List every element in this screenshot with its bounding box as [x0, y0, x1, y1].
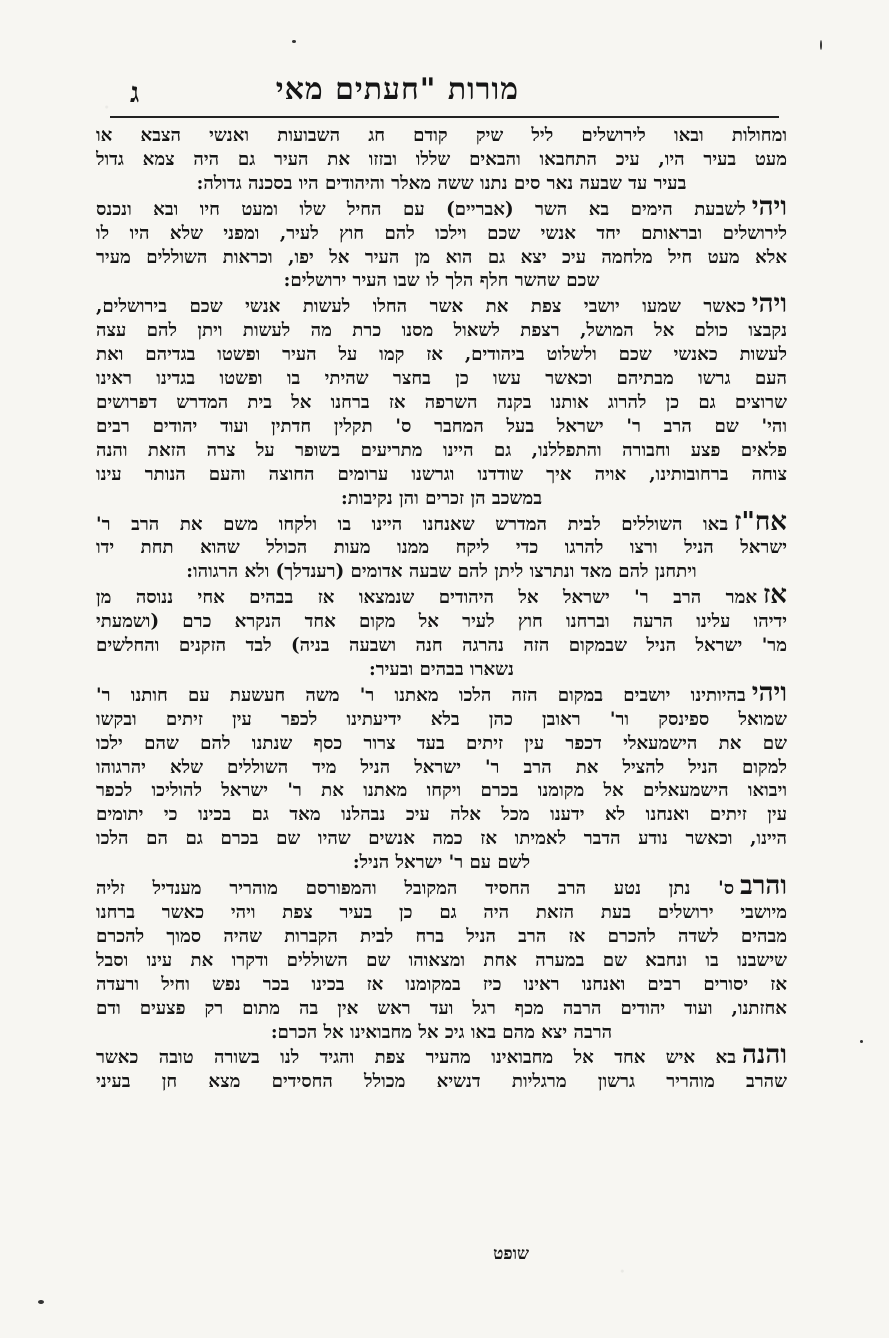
text-line: [96, 584, 787, 610]
header-rule: [110, 116, 779, 118]
running-title: מורות "חעתים מאי: [275, 72, 519, 107]
text-line: [96, 658, 787, 682]
line-text: מעט בעיר היו, עיכ התחבאו והבאים שללו ובזזו את העיר גם היה צמא גדול: [96, 148, 787, 170]
text-line: [96, 925, 787, 949]
paragraph-lead-word: ויהי: [751, 681, 787, 708]
paragraph-lead-word: ויהי: [751, 195, 787, 222]
line-text: בא איש אחד אל מחבואינו מהעיר צפת והגיד לנו בשורה טובה כאשר: [96, 1047, 736, 1069]
paragraph-lead-word: והרב: [740, 875, 787, 901]
text-line: [96, 196, 787, 222]
line-text: במשכב הן זכרים והן נקיבות:: [341, 487, 542, 509]
text-line: [96, 875, 787, 901]
text-line: [96, 779, 787, 803]
line-text: לעשות כאנשי שכם ולשלוט ביהודים, אז קמו על העיר ופשטו בגדיהם ואת: [96, 344, 787, 366]
paragraph-lead-word: אז: [763, 584, 787, 611]
text-line: [96, 148, 787, 172]
line-text: מיושבי ירושלים בעת הזאת היה גם כן בעיר צפת ויהי כאשר ברחנו: [96, 902, 787, 923]
text-line: [96, 511, 787, 537]
text-line: [96, 536, 787, 560]
text-line: [96, 560, 787, 584]
line-text: לירושלים ובראותם יחד אנשי שכם וילכו להם חוץ לעיר, ומפני שלא היו לו: [96, 222, 787, 244]
line-text: עין זיתים ואנחנו לא ידענו מכל אלה עיכ נבהלנו מאד גם בכינו כי יתומים: [96, 804, 787, 826]
line-text: והי' שם הרב ר' ישראל בעל המחבר ס' תקלין חדתין ועוד יהודים רבים: [96, 415, 787, 437]
line-text: למקום הניל להציל את הרב ר' ישראל הניל מיד השוללים שלא יהרגוהו: [96, 756, 787, 778]
line-text: שהרב מוהריר גרשון מרגליות דנשיא מכולל החסידים מצא חן בעיני: [96, 1071, 787, 1093]
line-text: ויתחנן להם מאד ונתרצו ליתן להם שבעה אדומים (רענדלך) ולא הרגוהו:: [186, 561, 697, 583]
page-header: [70, 72, 819, 116]
paragraph-lead-word: ויהי: [751, 293, 787, 320]
text-line: [96, 997, 787, 1021]
line-text: ומחולות ובאו לירושלים ליל שיק קודם חג השבועות ואנשי הצבא או: [96, 125, 787, 146]
catchword: שופט: [493, 1244, 529, 1264]
text-line: [96, 610, 787, 634]
line-text: בהיותינו יושבים במקום הזה הלכו מאתנו ר' משה חעשעת עם חותנו ר': [96, 684, 746, 706]
text-line: [96, 1070, 787, 1094]
line-text: שרוצים גם כן להרוג אותנו בקנה השרפה אז ברחנו אל בית המדרש דפרושים: [96, 391, 787, 413]
line-text: מר' ישראל הניל שבמקום הזה נהרגה חנה ושבעה בניה) לבד הזקנים והחלשים: [96, 635, 787, 657]
text-line: [96, 246, 787, 270]
scan-speck: [292, 40, 296, 43]
line-text: צוחה ברחובותינו, אויה איך שודדנו וגרשנו ערומים החוצה והעם הנותר עינו: [96, 463, 787, 485]
scan-speck: [820, 40, 822, 50]
text-line: [96, 415, 787, 439]
scan-speck: [38, 1300, 44, 1304]
line-text: שמואל ספינסק ור' ראובן כהן בלא ידיעתינו לכפר עין זיתים ובקשו: [96, 708, 787, 730]
text-line: [96, 803, 787, 827]
line-text: אלא מעט חיל מלחמה עיכ יצא גם הוא מן העיר אל יפו, וכראות השוללים מעיר: [96, 246, 787, 268]
text-line: [96, 634, 787, 658]
line-text: אחזתנו, ועוד יהודים הרבה מכף רגל ועד ראש אין בה מתום רק פצעים ודם: [96, 997, 787, 1019]
text-line: [96, 391, 787, 415]
line-text: ישראל הניל ורצו להרגו כדי ליקח ממנו מעות הכולל שהוא תחת ידו: [96, 537, 787, 559]
text-line: [96, 293, 787, 319]
line-text: לשם עם ר' ישראל הניל:: [352, 852, 531, 874]
text-line: [96, 439, 787, 463]
text-line: [96, 1021, 787, 1045]
text-line: [96, 343, 787, 367]
line-text: לשבעת הימים בא השר (אבריים) עם החיל שלו ומעט חיו ובא ונכנס: [96, 198, 746, 220]
text-line: [96, 708, 787, 732]
text-line: [96, 463, 787, 487]
text-line: [96, 124, 787, 148]
line-text: כאשר שמעו יושבי צפת את אשר החלו לעשות אנשי שכם בירושלים,: [96, 296, 746, 318]
line-text: שם את הישמעאלי דכפר עין זיתים בעד צרור כסף שנתנו להם שהם ילכו: [96, 732, 787, 754]
text-line: [96, 949, 787, 973]
line-text: ס' נתן נטע הרב החסיד המקובל והמפורסם מוהריר מענדיל זליה: [96, 878, 735, 900]
text-line: [96, 973, 787, 997]
text-line: [96, 1044, 787, 1070]
body-text: [96, 124, 787, 1094]
line-text: ידיהו עלינו הרעה וברחנו חוץ לעיר אל מקום אחד הנקרא כרם (ושמעתי: [96, 611, 787, 633]
paragraph-lead-word: אח"ז: [734, 510, 787, 537]
text-line: [96, 487, 787, 511]
line-text: שישבנו בו ונחבא שם במערה אחת ומצאוהו שם השוללים ודקרו את עינו וסבל: [96, 949, 787, 971]
text-line: [96, 172, 787, 196]
text-line: [96, 827, 787, 851]
line-text: נשארו בבהים ובעיר:: [369, 658, 514, 680]
line-text: באו השוללים לבית המדרש שאנחנו היינו בו ולקחו משם את הרב ר': [96, 513, 729, 535]
line-text: היינו, וכאשר נודע הדבר לאמיתו אז כמה אנשים שהיו שם בכרם גם הם הלכו: [96, 828, 787, 850]
text-line: [96, 682, 787, 708]
line-text: בעיר עד שבעה נאר סים נתנו ששה מאלר והיהודים היו בסכנה גדולה:: [196, 172, 687, 194]
line-text: אמר הרב ר' ישראל אל היהודים שנמצאו אז בבהים אחי ננוסה מן: [96, 587, 758, 609]
line-text: שכם שהשר חלף הלך לו שבו העיר ירושלים:: [283, 270, 600, 292]
text-line: [96, 732, 787, 756]
text-line: [96, 901, 787, 925]
text-line: [96, 222, 787, 246]
text-line: [96, 367, 787, 391]
line-text: מבהים לשדה להכרם אז הרב הניל ברח לבית הקברות שהיה סמוך להכרם: [96, 925, 787, 947]
page-number: ג: [130, 76, 140, 109]
text-line: [96, 269, 787, 293]
line-text: פלאים פצע וחבורה והתפללנו, גם היינו מתריעים בשופר על צרה הזאת והנה: [96, 439, 787, 461]
line-text: אז יסורים רבים ואנחנו ראינו כיז במקומנו אז בכינו בכר נפש וחיל ורעדה: [96, 973, 787, 995]
text-line: [96, 756, 787, 780]
line-text: ויבואו הישמעאלים אל מקומנו בכרם ויקחו מאתנו את ר' ישראל להוליכו לכפר: [96, 780, 787, 802]
paragraph-lead-word: והנה: [741, 1044, 787, 1071]
text-line: [96, 319, 787, 343]
line-text: הרבה יצא מהם באו גיכ אל מחבואינו אל הכרם:: [270, 1021, 613, 1043]
line-text: העם גרשו מבתיהם וכאשר עשו כן בחצר שהיתי בו ופשטו בגדינו ראינו: [96, 368, 787, 390]
text-line: [96, 851, 787, 875]
scan-speck: [860, 1040, 863, 1043]
line-text: נקבצו כולם אל המושל, רצפת לשאול מסנו כרת מה לעשות ויתן להם עצה: [96, 320, 787, 342]
